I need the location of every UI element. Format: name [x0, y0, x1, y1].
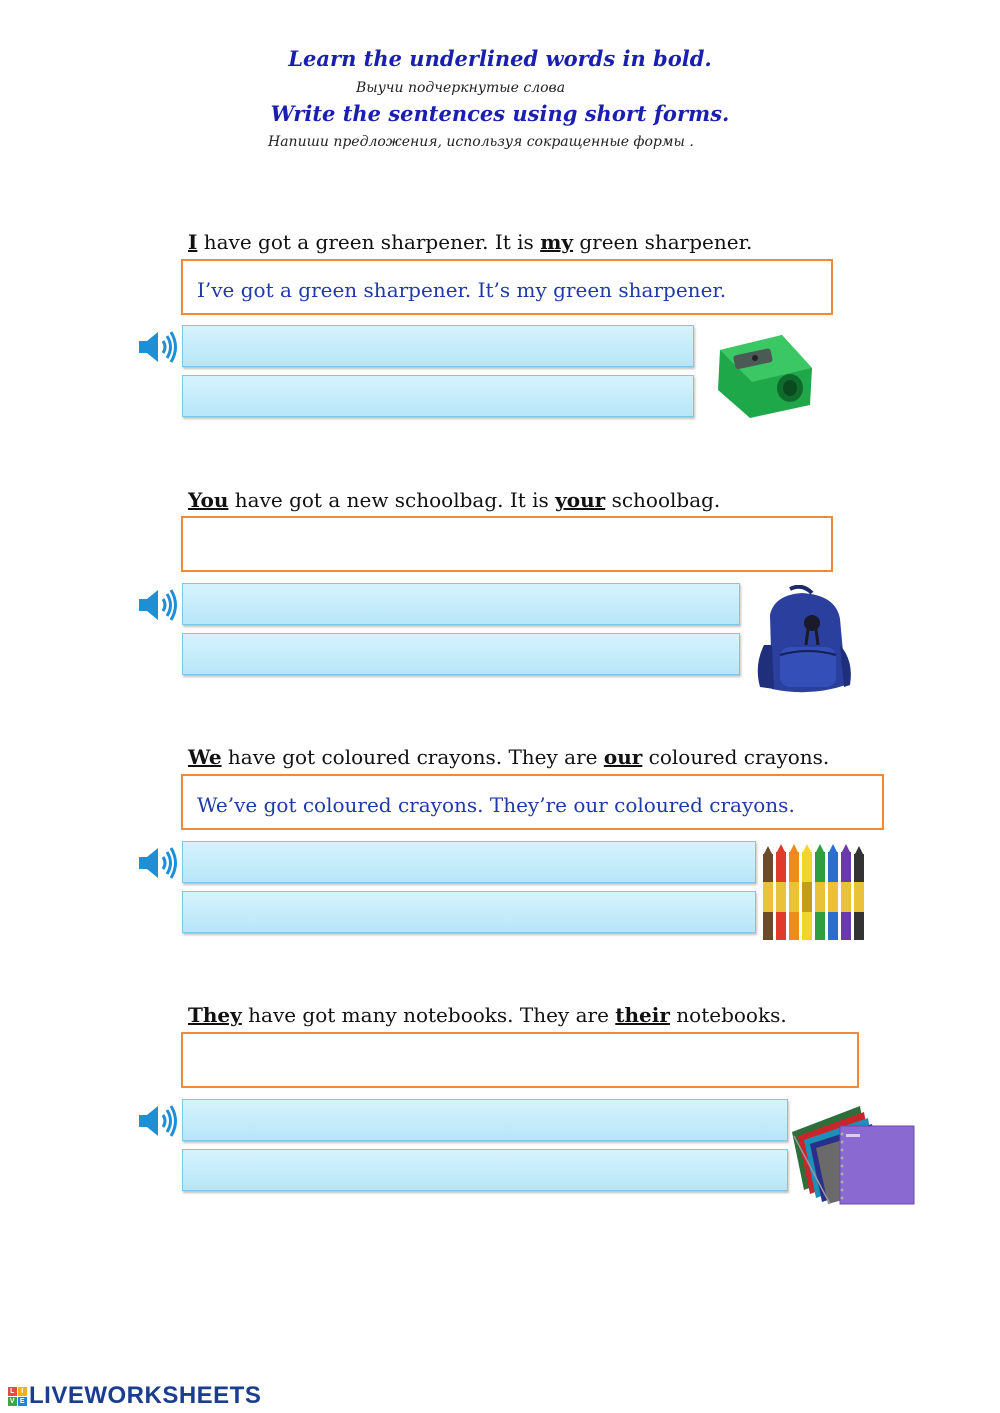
sentence-end: green sharpener. [572, 230, 753, 254]
sentence-middle: have got many notebooks. They are [241, 1003, 616, 1027]
instruction-title-1: Learn the underlined words in bold. [288, 46, 712, 71]
sentence-4 [188, 1003, 787, 1027]
input-field-1a[interactable] [182, 325, 694, 367]
speaker-icon[interactable] [136, 843, 180, 883]
answer-box-1 [181, 259, 833, 315]
logo-mark-icon: L I V E [9, 1387, 26, 1405]
sentence-middle: have got coloured crayons. They are [221, 745, 604, 769]
input-field-4b[interactable] [182, 1149, 788, 1191]
pronoun-word: I [188, 230, 198, 254]
sentence-end: notebooks. [669, 1003, 787, 1027]
pronoun-word: We [188, 745, 222, 769]
input-field-3a[interactable] [182, 841, 756, 883]
answer-box-4 [181, 1032, 859, 1088]
sentence-3 [188, 745, 829, 769]
possessive-word: your [555, 488, 606, 512]
instruction-title-2: Write the sentences using short forms. [270, 101, 730, 126]
answer-box-3 [181, 774, 884, 830]
sentence-1 [188, 230, 752, 254]
logo-text: LIVEWORKSHEETS [29, 1382, 262, 1409]
possessive-word: their [615, 1003, 670, 1027]
notebooks-image [790, 1104, 918, 1208]
speaker-icon[interactable] [136, 327, 180, 367]
input-field-1b[interactable] [182, 375, 694, 417]
possessive-word: my [540, 230, 573, 254]
sentence-end: coloured crayons. [642, 745, 830, 769]
schoolbag-image [750, 585, 856, 701]
crayons-image [758, 844, 872, 944]
pronoun-word: They [188, 1003, 242, 1027]
sharpener-image [712, 330, 816, 420]
sentence-2 [188, 488, 720, 512]
instruction-subtitle-1: Выучи подчеркнутые слова [356, 80, 566, 96]
pronoun-word: You [188, 488, 229, 512]
sentence-end: schoolbag. [605, 488, 721, 512]
sentence-middle: have got a new schoolbag. It is [228, 488, 556, 512]
answer-text-1: I’ve got a green sharpener. It’s my green sharpener. [197, 278, 727, 302]
answer-box-2 [181, 516, 833, 572]
instruction-subtitle-2: Напиши предложения, используя сокращенные формы . [268, 134, 694, 150]
speaker-icon[interactable] [136, 1101, 180, 1141]
possessive-word: our [603, 745, 643, 769]
input-field-4a[interactable] [182, 1099, 788, 1141]
input-field-2a[interactable] [182, 583, 740, 625]
answer-text-3: We’ve got coloured crayons. They’re our coloured crayons. [197, 793, 795, 817]
liveworksheets-logo [8, 1382, 261, 1410]
sentence-middle: have got a green sharpener. It is [197, 230, 541, 254]
input-field-2b[interactable] [182, 633, 740, 675]
speaker-icon[interactable] [136, 585, 180, 625]
input-field-3b[interactable] [182, 891, 756, 933]
